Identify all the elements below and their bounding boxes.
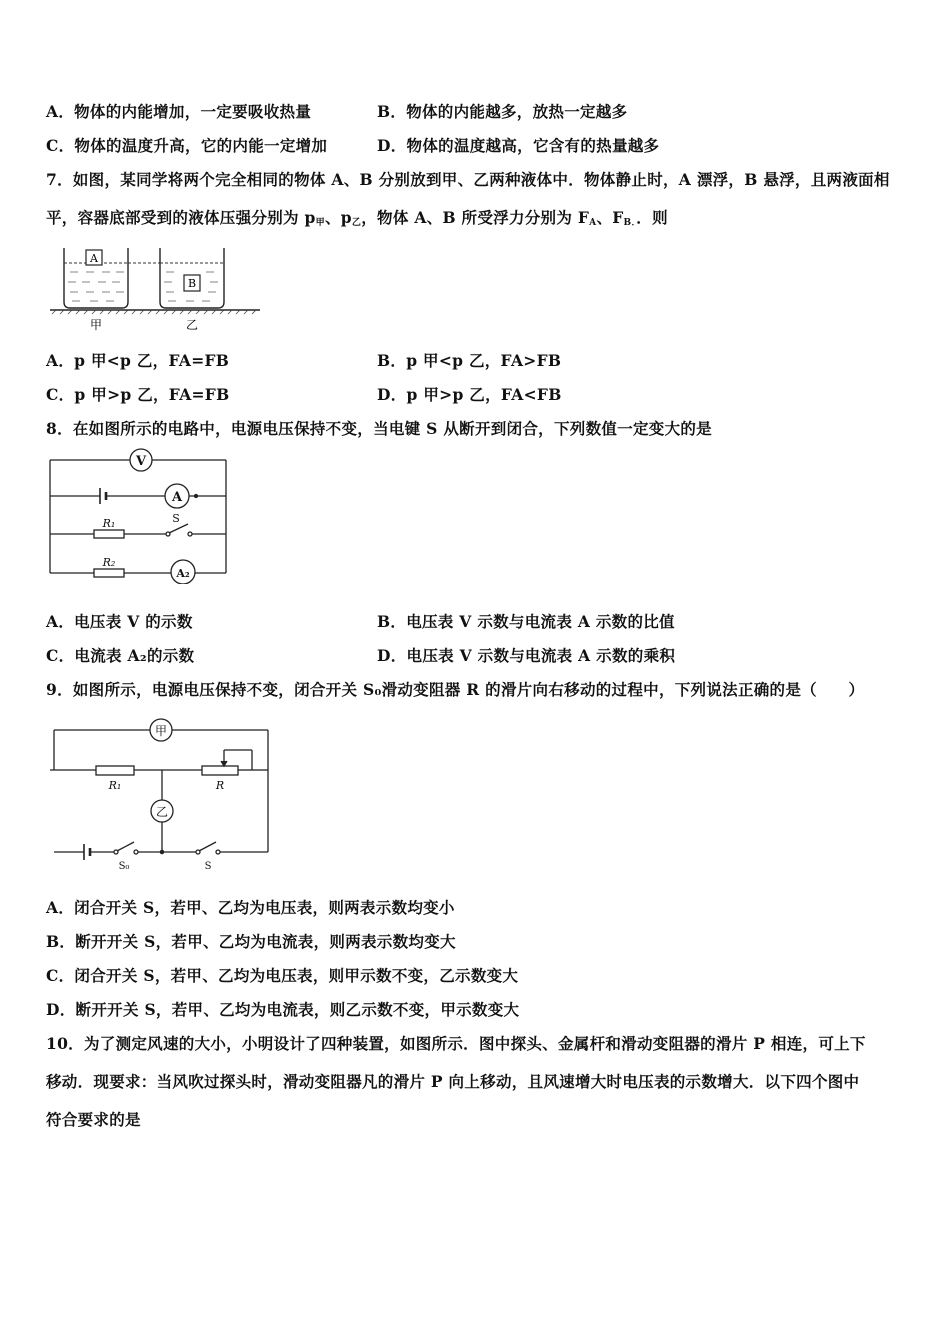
q7-block-a-label: A xyxy=(90,252,98,265)
q7-sub-b: B． xyxy=(623,218,637,228)
q6-option-a: A．物体的内能增加，一定要吸收热量 xyxy=(46,102,312,121)
q7-text-e: ．则 xyxy=(636,208,668,227)
q8-label-s: S xyxy=(172,512,180,525)
q8-voltmeter-v: V xyxy=(135,454,147,469)
q9-option-a: A．闭合开关 S，若甲、乙均为电压表，则两表示数均变小 xyxy=(46,898,455,917)
q7-sub-jia: 甲 xyxy=(315,218,325,228)
q8-label-r2: R₂ xyxy=(102,556,116,569)
q7-figure-containers xyxy=(46,244,266,336)
q7-option-a: A．p 甲<p 乙，FA=FB xyxy=(46,351,230,370)
q6-option-b: B．物体的内能越多，放热一定越多 xyxy=(377,102,628,121)
q9-option-b: B．断开开关 S，若甲、乙均为电流表，则两表示数均变大 xyxy=(46,932,456,951)
q6-option-c: C．物体的温度升高，它的内能一定增加 xyxy=(46,136,328,155)
q7-text-b: 、p xyxy=(324,208,352,227)
q8-label-r1: R₁ xyxy=(102,517,116,530)
q7-option-b: B．p 甲<p 乙，FA>FB xyxy=(377,351,562,370)
q9-option-c: C．闭合开关 S，若甲、乙均为电压表，则甲示数不变，乙示数变大 xyxy=(46,966,519,985)
q8-ammeter-a2: A₂ xyxy=(176,567,190,580)
q8-circuit-diagram xyxy=(46,448,236,584)
q8-option-d: D．电压表 V 示数与电流表 A 示数的乘积 xyxy=(377,646,676,665)
q9-meter-jia: 甲 xyxy=(154,724,168,738)
q8-option-c: C．电流表 A₂的示数 xyxy=(46,646,195,665)
q10-stem-line3: 符合要求的是 xyxy=(46,1110,141,1129)
q9-label-s: S xyxy=(204,861,212,872)
q7-sub-a: A xyxy=(589,218,597,228)
q7-block-b-label: B xyxy=(187,277,197,290)
q8-stem: 8．在如图所示的电路中，电源电压保持不变，当电键 S 从断开到闭合，下列数值一定变大的是 xyxy=(46,419,712,438)
q7-text-c: ，物体 A、B 所受浮力分别为 F xyxy=(361,208,590,227)
q9-circuit-diagram xyxy=(46,712,276,872)
q8-option-b: B．电压表 V 示数与电流表 A 示数的比值 xyxy=(377,612,675,631)
q9-label-r: R xyxy=(215,779,225,792)
q7-stem-line2 xyxy=(46,207,668,234)
q9-option-d: D．断开开关 S，若甲、乙均为电流表，则乙示数不变，甲示数变大 xyxy=(46,1000,520,1019)
q9-label-s0: S₀ xyxy=(118,861,130,872)
q9-stem: 9．如图所示，电源电压保持不变，闭合开关 S₀滑动变阻器 R 的滑片向右移动的过程中，下列说法正确的是（ ） xyxy=(46,680,865,699)
q7-option-d: D．p 甲>p 乙，FA<FB xyxy=(377,385,562,404)
q8-ammeter-a: A xyxy=(171,490,183,505)
q7-sub-yi: 乙 xyxy=(351,218,362,228)
q10-stem-line1: 10．为了测定风速的大小，小明设计了四种装置，如图所示．图中探头、金属杆和滑动变阻器的滑片 P 相连，可上下 xyxy=(46,1034,866,1053)
q7-label-yi: 乙 xyxy=(185,318,199,332)
q7-text-d: 、F xyxy=(596,208,624,227)
q6-option-d: D．物体的温度越高，它含有的热量越多 xyxy=(377,136,660,155)
q10-stem-line2: 移动．现要求：当风吹过探头时，滑动变阻器凡的滑片 P 向上移动，且风速增大时电压表的示数增大．以下四个图中 xyxy=(46,1072,860,1091)
q9-meter-yi: 乙 xyxy=(155,805,169,819)
q8-option-a: A．电压表 V 的示数 xyxy=(46,612,193,631)
q7-label-jia: 甲 xyxy=(89,318,103,332)
q7-option-c: C．p 甲>p 乙，FA=FB xyxy=(46,385,230,404)
q7-text-a: 平，容器底部受到的液体压强分别为 p xyxy=(46,208,316,227)
q9-label-r1: R₁ xyxy=(108,779,122,792)
q7-stem-line1: 7．如图，某同学将两个完全相同的物体 A、B 分别放到甲、乙两种液体中．物体静止时，A 漂浮，B 悬浮，且两液面相 xyxy=(46,170,890,189)
